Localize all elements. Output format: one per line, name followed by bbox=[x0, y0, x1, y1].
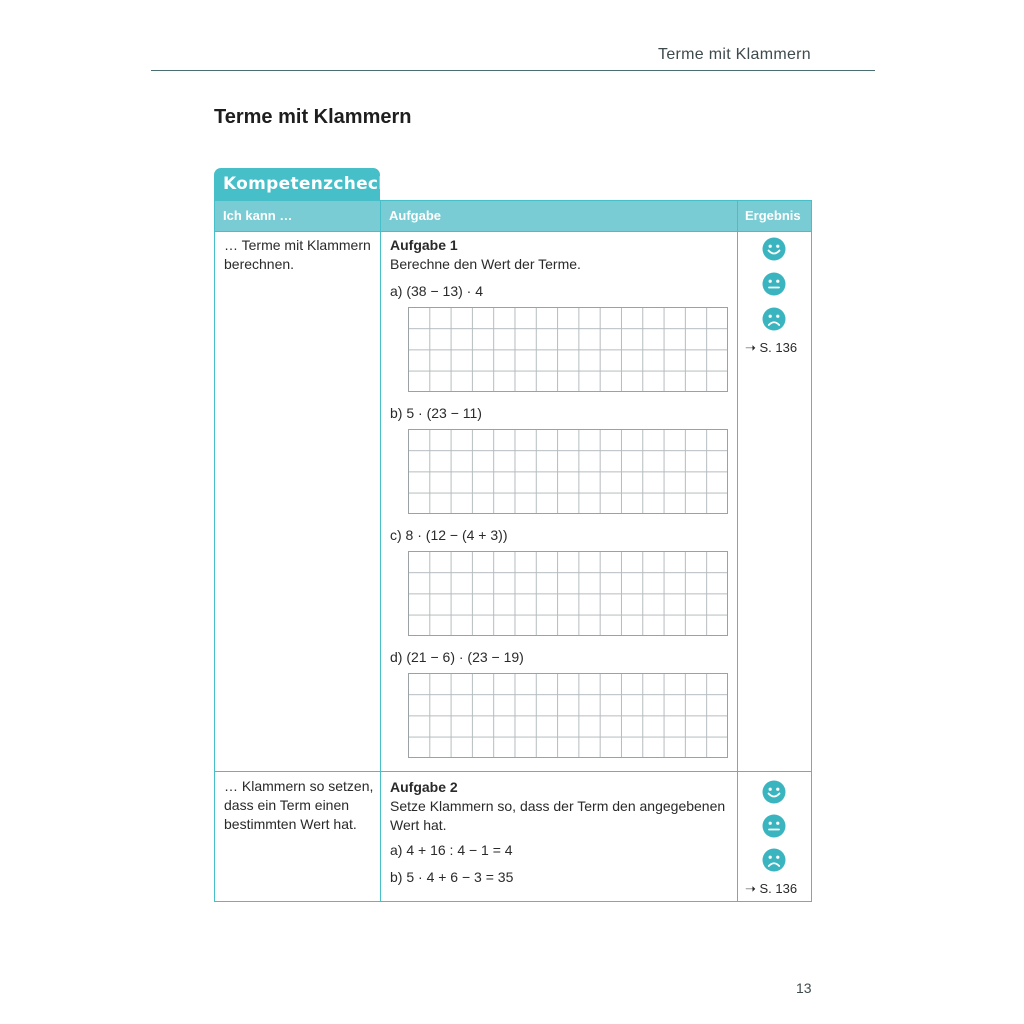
answer-grid[interactable] bbox=[408, 673, 728, 758]
answer-grid[interactable] bbox=[408, 551, 728, 636]
subtask-a: a) 4 + 16 : 4 − 1 = 4 bbox=[390, 842, 513, 858]
subtask-d: d) (21 − 6) · (23 − 19) bbox=[390, 649, 524, 665]
column-divider bbox=[737, 201, 738, 901]
sad-face-icon[interactable] bbox=[762, 848, 786, 872]
page-reference: ➝ S. 136 bbox=[745, 881, 798, 896]
task-label: Aufgabe 2 bbox=[390, 779, 458, 795]
subtask-b: b) 5 · 4 + 6 − 3 = 35 bbox=[390, 869, 514, 885]
neutral-face-icon[interactable] bbox=[762, 814, 786, 838]
table-header bbox=[215, 201, 811, 231]
page-reference: ➝ S. 136 bbox=[745, 340, 798, 355]
header-rule bbox=[151, 70, 875, 71]
skill-cell: … Klammern so setzen, dass ein Term einen bestimmten Wert hat. bbox=[224, 778, 374, 832]
task-instruction: Setze Klammern so, dass der Term den angegebenen Wert hat. bbox=[390, 798, 726, 833]
section-tab: Kompetenzcheck bbox=[214, 168, 380, 200]
sad-face-icon[interactable] bbox=[762, 307, 786, 331]
answer-grid[interactable] bbox=[408, 307, 728, 392]
column-header-result: Ergebnis bbox=[745, 208, 801, 223]
page-number: 13 bbox=[796, 980, 812, 996]
happy-face-icon[interactable] bbox=[762, 237, 786, 261]
subtask-b: b) 5 · (23 − 11) bbox=[390, 405, 482, 421]
header-divider bbox=[215, 231, 811, 232]
column-divider bbox=[380, 201, 381, 901]
running-head: Terme mit Klammern bbox=[658, 46, 811, 63]
subtask-c: c) 8 · (12 − (4 + 3)) bbox=[390, 527, 508, 543]
column-header-skill: Ich kann … bbox=[223, 208, 293, 223]
competence-table bbox=[214, 200, 812, 902]
row-divider bbox=[215, 771, 811, 772]
answer-grid[interactable] bbox=[408, 429, 728, 514]
happy-face-icon[interactable] bbox=[762, 780, 786, 804]
subtask-a: a) (38 − 13) · 4 bbox=[390, 283, 483, 299]
skill-cell: … Terme mit Klammern berechnen. bbox=[224, 237, 371, 272]
task-label: Aufgabe 1 bbox=[390, 237, 458, 253]
column-header-task: Aufgabe bbox=[389, 208, 441, 223]
task-instruction: Berechne den Wert der Terme. bbox=[390, 256, 581, 272]
page-title: Terme mit Klammern bbox=[214, 106, 412, 128]
neutral-face-icon[interactable] bbox=[762, 272, 786, 296]
